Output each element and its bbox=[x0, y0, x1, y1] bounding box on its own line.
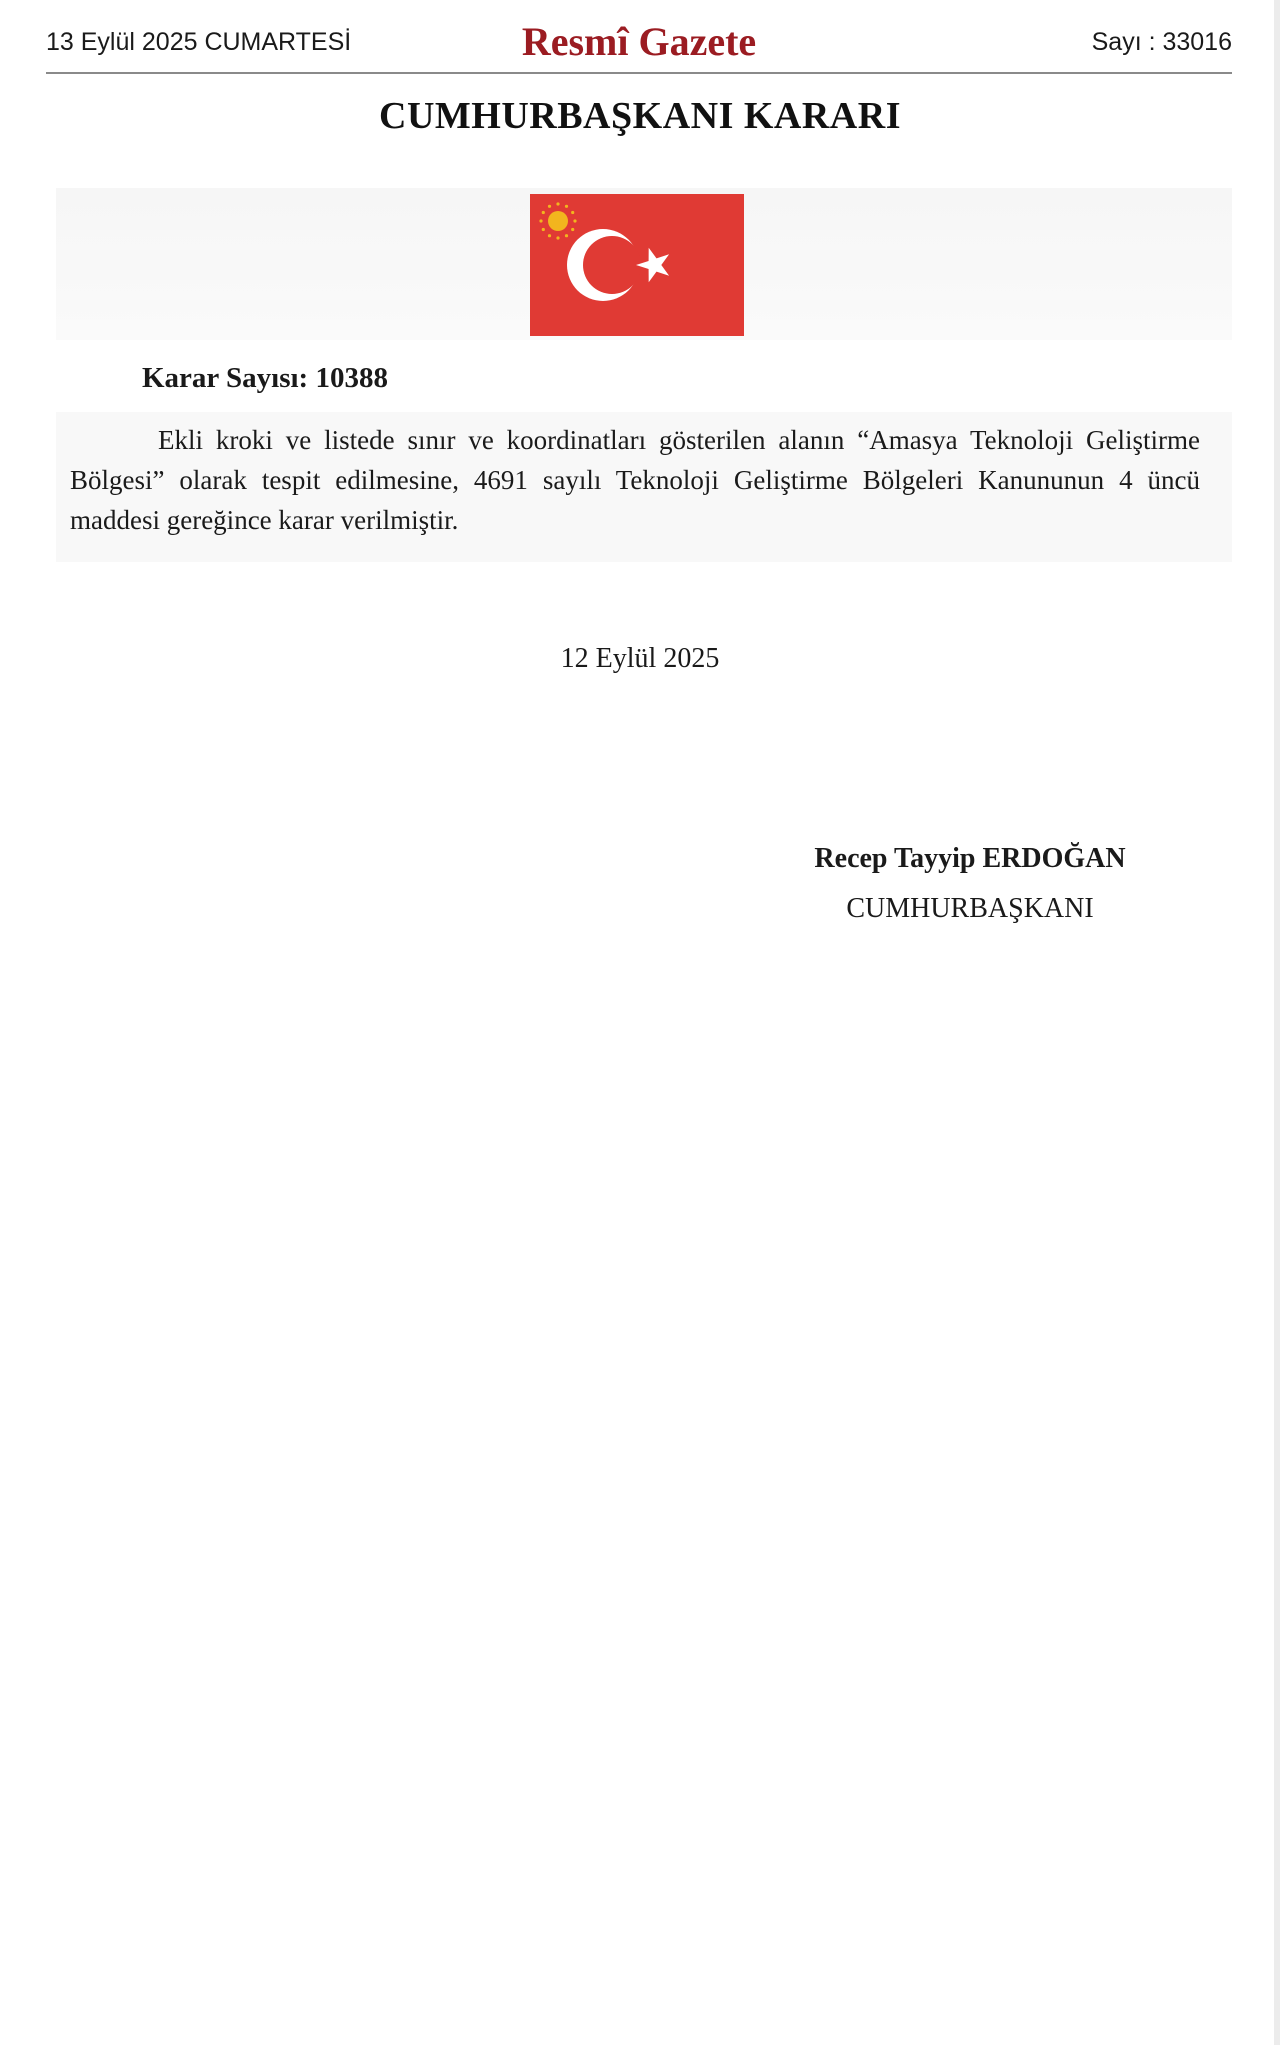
signatory-name: Recep Tayyip ERDOĞAN bbox=[814, 843, 1126, 874]
signatory-title: CUMHURBAŞKANI bbox=[846, 893, 1094, 924]
decision-date: 12 Eylül 2025 bbox=[560, 643, 720, 674]
decision-body: Ekli kroki ve listede sınır ve koordinatları gösterilen alanın “Amasya Teknoloji Geliştirme Bölgesi” olarak tespit edilmesine, 4691 sayılı Teknoloji Geliştirme Bölgeleri Kanununun 4 üncü maddesi gereğince karar verilmiştir. bbox=[70, 425, 1200, 535]
turkish-flag-icon bbox=[530, 194, 744, 336]
gazette-title: Resmî Gazete bbox=[521, 19, 757, 64]
header-date: 13 Eylül 2025 CUMARTESİ bbox=[46, 28, 352, 56]
gazette-header bbox=[46, 18, 1232, 74]
decision-number: Karar Sayısı: 10388 bbox=[142, 362, 388, 394]
section-title: CUMHURBAŞKANI KARARI bbox=[379, 95, 901, 137]
issue-number: Sayı : 33016 bbox=[1091, 28, 1232, 56]
